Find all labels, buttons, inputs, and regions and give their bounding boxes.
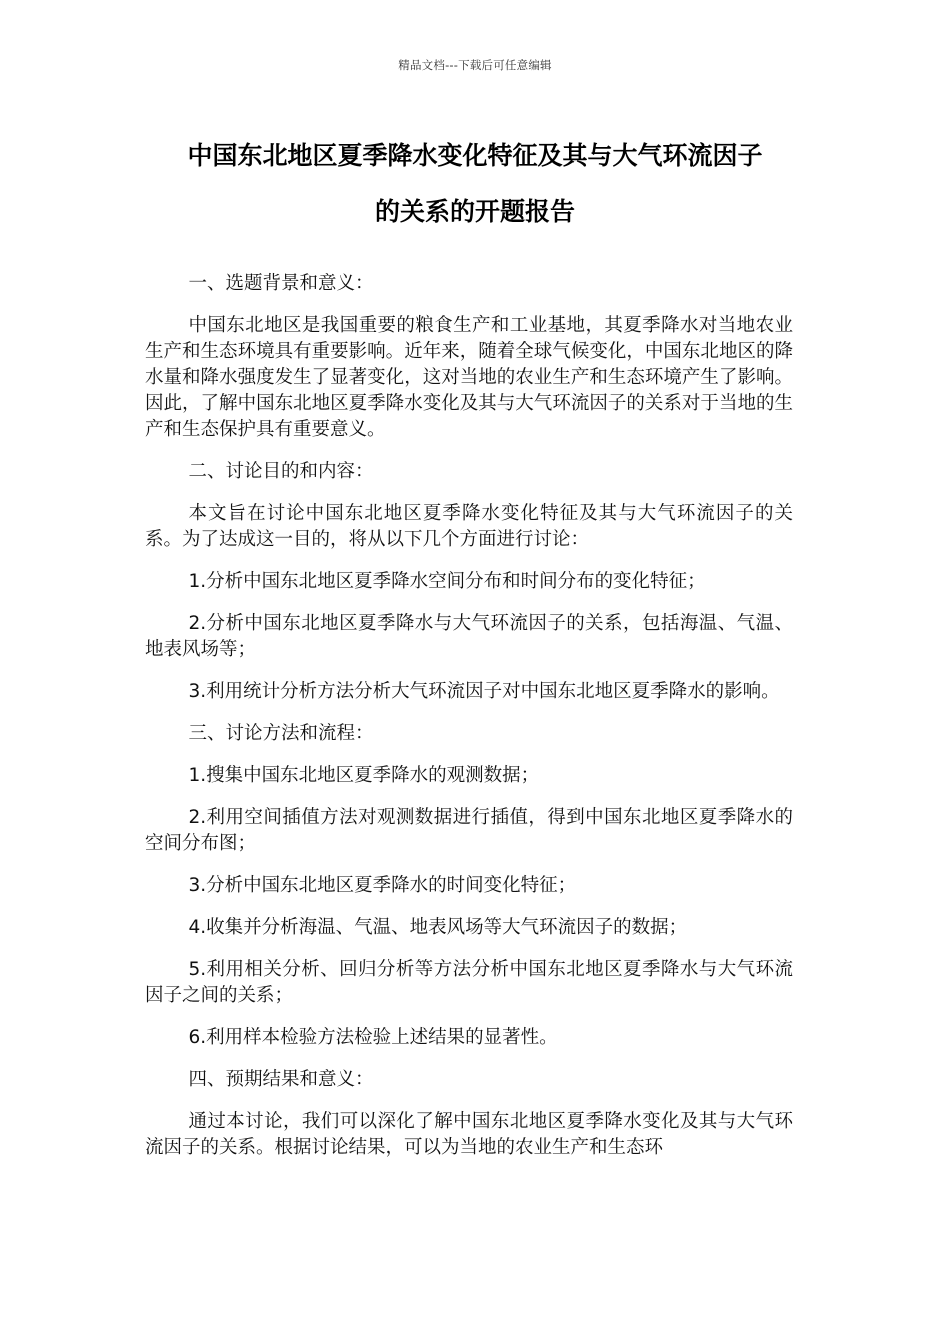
- list-item: 4.收集并分析海温、气温、地表风场等大气环流因子的数据；: [188, 917, 688, 938]
- list-item: 3.利用统计分析方法分析大气环流因子对中国东北地区夏季降水的影响。: [188, 681, 780, 702]
- paragraph-purpose: 本文旨在讨论中国东北地区夏季降水变化特征及其与大气环流因子的关系。为了达成这一目的，将从以下几个方面进行讨论：: [145, 503, 793, 550]
- section-heading-purpose: 二、讨论目的和内容：: [188, 461, 374, 482]
- document-body: [145, 271, 793, 1177]
- list-item: 3.分析中国东北地区夏季降水的时间变化特征；: [188, 875, 577, 896]
- list-item: 5.利用相关分析、回归分析等方法分析中国东北地区夏季降水与大气环流因子之间的关系；: [145, 959, 793, 1006]
- list-item: 1.分析中国东北地区夏季降水空间分布和时间分布的变化特征；: [188, 571, 706, 592]
- section-heading-results: 四、预期结果和意义：: [188, 1069, 374, 1090]
- title-line-2: 的关系的开题报告: [374, 197, 575, 226]
- section-heading-methods: 三、讨论方法和流程：: [188, 723, 374, 744]
- page-title: [120, 128, 830, 240]
- paragraph-background: 中国东北地区是我国重要的粮食生产和工业基地，其夏季降水对当地农业生产和生态环境具有重要影响。近年来，随着全球气候变化，中国东北地区的降水量和降水强度发生了显著变化，这对当地的农业生产和生态环境产生了影响。因此，了解中国东北地区夏季降水变化及其与大气环流因子的关系对于当地的生产和生态保护具有重要意义。: [145, 315, 793, 440]
- title-line-1: 中国东北地区夏季降水变化特征及其与大气环流因子: [187, 141, 763, 170]
- section-heading-background: 一、选题背景和意义：: [188, 273, 374, 294]
- list-item: 1.搜集中国东北地区夏季降水的观测数据；: [188, 765, 540, 786]
- paragraph-results: 通过本讨论，我们可以深化了解中国东北地区夏季降水变化及其与大气环流因子的关系。根据讨论结果，可以为当地的农业生产和生态环: [145, 1111, 793, 1158]
- header-note: 精品文档---下载后可任意编辑: [398, 58, 552, 72]
- list-item: 2.利用空间插值方法对观测数据进行插值，得到中国东北地区夏季降水的空间分布图；: [145, 807, 793, 854]
- list-item: 6.利用样本检验方法检验上述结果的显著性。: [188, 1027, 558, 1048]
- list-item: 2.分析中国东北地区夏季降水与大气环流因子的关系，包括海温、气温、地表风场等；: [145, 613, 793, 660]
